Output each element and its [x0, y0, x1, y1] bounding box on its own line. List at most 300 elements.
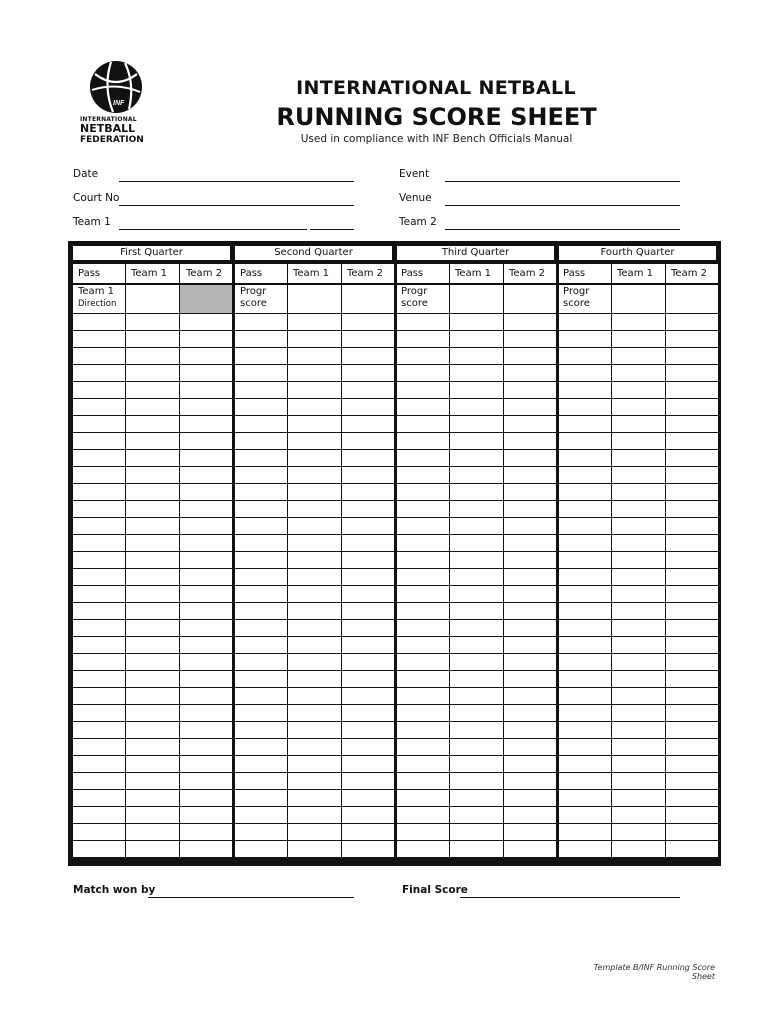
score-cell[interactable] — [559, 399, 611, 415]
score-cell[interactable] — [73, 586, 125, 602]
score-cell[interactable] — [235, 688, 287, 704]
score-cell[interactable] — [180, 671, 232, 687]
score-cell[interactable] — [612, 314, 665, 330]
score-cell[interactable] — [666, 807, 718, 823]
score-cell[interactable] — [126, 314, 179, 330]
score-cell[interactable] — [559, 807, 611, 823]
score-cell[interactable] — [73, 824, 125, 840]
score-cell[interactable] — [612, 450, 665, 466]
score-cell[interactable] — [342, 365, 394, 381]
score-cell[interactable] — [342, 416, 394, 432]
score-cell[interactable] — [342, 671, 394, 687]
score-cell[interactable] — [504, 586, 556, 602]
score-cell[interactable] — [73, 348, 125, 364]
score-cell[interactable] — [180, 807, 232, 823]
score-cell[interactable] — [397, 586, 449, 602]
score-cell[interactable] — [559, 501, 611, 517]
score-cell[interactable] — [180, 552, 232, 568]
score-cell[interactable] — [235, 620, 287, 636]
score-cell[interactable] — [288, 603, 341, 619]
score-cell[interactable] — [342, 739, 394, 755]
team2-field[interactable] — [399, 216, 680, 230]
score-cell[interactable] — [397, 705, 449, 721]
score-cell[interactable] — [559, 773, 611, 789]
score-cell[interactable] — [126, 790, 179, 806]
score-cell[interactable] — [73, 739, 125, 755]
score-cell[interactable] — [126, 739, 179, 755]
score-cell[interactable] — [612, 671, 665, 687]
score-cell[interactable] — [666, 552, 718, 568]
score-cell[interactable] — [288, 654, 341, 670]
score-cell[interactable] — [288, 518, 341, 534]
score-cell[interactable] — [450, 722, 503, 738]
score-cell[interactable] — [342, 285, 394, 313]
score-cell[interactable] — [559, 654, 611, 670]
score-cell[interactable] — [288, 382, 341, 398]
score-cell[interactable] — [666, 433, 718, 449]
score-cell[interactable] — [180, 790, 232, 806]
score-cell[interactable] — [450, 348, 503, 364]
score-cell[interactable] — [450, 467, 503, 483]
score-cell[interactable] — [559, 722, 611, 738]
score-cell[interactable] — [397, 671, 449, 687]
score-cell[interactable] — [180, 467, 232, 483]
score-cell[interactable] — [397, 518, 449, 534]
score-cell[interactable] — [288, 484, 341, 500]
score-cell[interactable] — [504, 824, 556, 840]
score-cell[interactable] — [559, 688, 611, 704]
score-cell[interactable] — [450, 416, 503, 432]
score-cell[interactable] — [288, 331, 341, 347]
score-cell[interactable] — [73, 484, 125, 500]
score-cell[interactable] — [342, 773, 394, 789]
score-cell[interactable] — [342, 756, 394, 772]
score-cell[interactable] — [450, 285, 503, 313]
score-cell[interactable] — [612, 739, 665, 755]
score-cell[interactable] — [126, 285, 179, 313]
score-cell[interactable] — [504, 773, 556, 789]
score-cell[interactable] — [397, 807, 449, 823]
final-score-line[interactable] — [460, 897, 680, 898]
team1-field[interactable] — [73, 216, 354, 230]
score-cell[interactable] — [126, 671, 179, 687]
score-cell[interactable] — [397, 688, 449, 704]
score-cell[interactable] — [397, 739, 449, 755]
score-cell[interactable] — [73, 450, 125, 466]
score-cell[interactable] — [504, 671, 556, 687]
score-cell[interactable] — [235, 705, 287, 721]
score-cell[interactable] — [397, 331, 449, 347]
score-cell[interactable] — [180, 518, 232, 534]
score-cell[interactable] — [450, 841, 503, 857]
score-cell[interactable] — [504, 399, 556, 415]
score-cell[interactable] — [504, 705, 556, 721]
score-cell[interactable] — [288, 348, 341, 364]
score-cell[interactable] — [450, 365, 503, 381]
score-cell[interactable] — [235, 433, 287, 449]
score-cell[interactable] — [126, 416, 179, 432]
score-cell[interactable] — [126, 331, 179, 347]
score-cell[interactable] — [235, 382, 287, 398]
score-cell[interactable] — [612, 518, 665, 534]
score-cell[interactable] — [342, 722, 394, 738]
score-cell[interactable] — [126, 586, 179, 602]
score-cell[interactable] — [342, 433, 394, 449]
score-cell[interactable] — [235, 671, 287, 687]
score-cell[interactable] — [450, 586, 503, 602]
score-cell[interactable] — [126, 620, 179, 636]
score-cell[interactable] — [73, 688, 125, 704]
score-cell[interactable] — [180, 331, 232, 347]
score-cell[interactable] — [235, 722, 287, 738]
score-cell[interactable] — [397, 790, 449, 806]
score-cell[interactable] — [397, 654, 449, 670]
score-cell[interactable] — [180, 314, 232, 330]
score-cell[interactable] — [559, 365, 611, 381]
score-cell[interactable] — [73, 552, 125, 568]
score-cell[interactable] — [180, 773, 232, 789]
score-cell[interactable] — [342, 518, 394, 534]
score-cell[interactable] — [666, 450, 718, 466]
score-cell[interactable] — [288, 773, 341, 789]
score-cell[interactable] — [73, 671, 125, 687]
score-cell[interactable] — [666, 331, 718, 347]
score-cell[interactable] — [397, 637, 449, 653]
score-cell[interactable] — [235, 484, 287, 500]
score-cell[interactable] — [559, 603, 611, 619]
score-cell[interactable] — [180, 433, 232, 449]
score-cell[interactable] — [612, 467, 665, 483]
score-cell[interactable] — [450, 807, 503, 823]
score-cell[interactable] — [180, 654, 232, 670]
score-cell[interactable] — [397, 841, 449, 857]
score-cell[interactable] — [504, 637, 556, 653]
venue-line[interactable] — [445, 205, 680, 206]
score-cell[interactable] — [612, 382, 665, 398]
score-cell[interactable] — [397, 450, 449, 466]
score-cell[interactable] — [342, 450, 394, 466]
score-cell[interactable] — [504, 518, 556, 534]
score-cell[interactable] — [180, 569, 232, 585]
match-won-by-line[interactable] — [148, 897, 354, 898]
score-cell[interactable] — [450, 501, 503, 517]
score-cell[interactable] — [397, 382, 449, 398]
team1-line[interactable] — [119, 229, 307, 230]
score-cell[interactable] — [559, 518, 611, 534]
score-cell[interactable] — [126, 518, 179, 534]
score-cell[interactable] — [612, 331, 665, 347]
score-cell[interactable] — [612, 722, 665, 738]
score-cell[interactable] — [235, 535, 287, 551]
score-cell[interactable] — [73, 382, 125, 398]
score-cell[interactable] — [504, 484, 556, 500]
score-cell[interactable] — [235, 807, 287, 823]
score-cell[interactable] — [288, 637, 341, 653]
score-cell[interactable] — [288, 535, 341, 551]
score-cell[interactable] — [666, 603, 718, 619]
score-cell[interactable] — [235, 365, 287, 381]
score-cell[interactable] — [73, 569, 125, 585]
score-cell[interactable] — [288, 739, 341, 755]
score-cell[interactable] — [450, 620, 503, 636]
score-cell[interactable] — [288, 314, 341, 330]
score-cell[interactable] — [397, 603, 449, 619]
score-cell[interactable] — [559, 705, 611, 721]
score-cell[interactable] — [180, 637, 232, 653]
score-cell[interactable] — [235, 348, 287, 364]
score-cell[interactable] — [397, 467, 449, 483]
score-cell[interactable] — [288, 433, 341, 449]
score-cell[interactable] — [235, 467, 287, 483]
score-cell[interactable] — [180, 603, 232, 619]
score-cell[interactable] — [73, 705, 125, 721]
score-cell[interactable] — [450, 433, 503, 449]
score-cell[interactable] — [450, 773, 503, 789]
score-cell[interactable] — [288, 722, 341, 738]
score-cell[interactable] — [235, 586, 287, 602]
score-cell[interactable] — [612, 790, 665, 806]
score-cell[interactable] — [612, 603, 665, 619]
score-cell[interactable] — [126, 365, 179, 381]
court-no-field[interactable] — [73, 192, 354, 206]
score-cell[interactable] — [666, 722, 718, 738]
score-cell[interactable] — [450, 399, 503, 415]
score-cell[interactable] — [559, 450, 611, 466]
score-cell[interactable] — [342, 705, 394, 721]
score-cell[interactable] — [397, 824, 449, 840]
score-cell[interactable] — [126, 569, 179, 585]
score-cell[interactable] — [504, 535, 556, 551]
score-cell[interactable] — [235, 552, 287, 568]
score-cell[interactable] — [126, 807, 179, 823]
score-cell[interactable] — [666, 348, 718, 364]
score-cell[interactable] — [397, 433, 449, 449]
score-cell[interactable] — [180, 501, 232, 517]
score-cell[interactable] — [666, 739, 718, 755]
score-cell[interactable] — [288, 824, 341, 840]
score-cell[interactable] — [559, 586, 611, 602]
score-cell[interactable] — [288, 807, 341, 823]
score-cell[interactable] — [450, 314, 503, 330]
score-cell[interactable] — [666, 790, 718, 806]
score-cell[interactable] — [288, 688, 341, 704]
score-cell[interactable] — [342, 314, 394, 330]
score-cell[interactable] — [288, 285, 341, 313]
score-cell[interactable] — [288, 501, 341, 517]
score-cell[interactable] — [235, 331, 287, 347]
score-cell[interactable] — [612, 841, 665, 857]
score-cell[interactable] — [73, 416, 125, 432]
score-cell[interactable] — [342, 569, 394, 585]
score-cell[interactable] — [450, 637, 503, 653]
score-cell[interactable] — [666, 535, 718, 551]
score-cell[interactable] — [504, 433, 556, 449]
score-cell[interactable] — [342, 586, 394, 602]
score-cell[interactable] — [73, 518, 125, 534]
score-cell[interactable] — [666, 586, 718, 602]
score-cell[interactable] — [235, 739, 287, 755]
score-cell[interactable] — [180, 399, 232, 415]
score-cell[interactable] — [559, 314, 611, 330]
score-cell[interactable] — [73, 620, 125, 636]
score-cell[interactable] — [126, 637, 179, 653]
score-cell[interactable] — [559, 535, 611, 551]
score-cell[interactable] — [235, 399, 287, 415]
score-cell[interactable] — [612, 552, 665, 568]
score-cell[interactable] — [235, 450, 287, 466]
venue-field[interactable] — [399, 192, 680, 206]
score-cell[interactable] — [666, 654, 718, 670]
score-cell[interactable] — [450, 705, 503, 721]
score-cell[interactable] — [235, 756, 287, 772]
score-cell[interactable] — [397, 501, 449, 517]
score-cell[interactable] — [180, 450, 232, 466]
score-cell[interactable] — [504, 348, 556, 364]
score-cell[interactable] — [180, 739, 232, 755]
score-cell[interactable] — [666, 382, 718, 398]
score-cell[interactable] — [612, 654, 665, 670]
date-field[interactable] — [73, 168, 354, 182]
score-cell[interactable] — [450, 688, 503, 704]
score-cell[interactable] — [180, 484, 232, 500]
score-cell[interactable] — [559, 484, 611, 500]
score-cell[interactable] — [73, 467, 125, 483]
score-cell[interactable] — [288, 416, 341, 432]
score-cell[interactable] — [126, 535, 179, 551]
score-cell[interactable] — [235, 841, 287, 857]
score-cell[interactable] — [666, 365, 718, 381]
score-cell[interactable] — [288, 365, 341, 381]
score-cell[interactable] — [126, 348, 179, 364]
score-cell[interactable] — [612, 348, 665, 364]
score-cell[interactable] — [559, 552, 611, 568]
score-cell[interactable] — [73, 365, 125, 381]
score-cell[interactable] — [559, 382, 611, 398]
score-cell[interactable] — [73, 433, 125, 449]
score-cell[interactable] — [126, 552, 179, 568]
score-cell[interactable] — [612, 501, 665, 517]
score-cell[interactable] — [180, 416, 232, 432]
event-field[interactable] — [399, 168, 680, 182]
score-cell[interactable] — [73, 773, 125, 789]
score-cell[interactable] — [126, 484, 179, 500]
score-cell[interactable] — [612, 285, 665, 313]
score-cell[interactable] — [504, 285, 556, 313]
score-cell[interactable] — [342, 552, 394, 568]
score-cell[interactable] — [342, 620, 394, 636]
score-cell[interactable] — [504, 739, 556, 755]
score-cell[interactable] — [73, 654, 125, 670]
score-cell[interactable] — [180, 535, 232, 551]
score-cell[interactable] — [180, 688, 232, 704]
score-cell[interactable] — [666, 484, 718, 500]
score-cell[interactable] — [288, 552, 341, 568]
score-cell[interactable] — [504, 569, 556, 585]
score-cell[interactable] — [559, 569, 611, 585]
score-cell[interactable] — [180, 586, 232, 602]
score-cell[interactable] — [126, 773, 179, 789]
score-cell[interactable] — [288, 586, 341, 602]
score-cell[interactable] — [450, 790, 503, 806]
score-cell[interactable] — [612, 569, 665, 585]
score-cell[interactable] — [504, 688, 556, 704]
score-cell[interactable] — [612, 756, 665, 772]
score-cell[interactable] — [397, 348, 449, 364]
score-cell[interactable] — [73, 603, 125, 619]
score-cell[interactable] — [504, 382, 556, 398]
score-cell[interactable] — [612, 773, 665, 789]
score-cell[interactable] — [450, 382, 503, 398]
score-cell[interactable] — [450, 671, 503, 687]
score-cell[interactable] — [559, 790, 611, 806]
score-cell[interactable] — [342, 382, 394, 398]
score-cell[interactable] — [666, 705, 718, 721]
score-cell[interactable] — [666, 688, 718, 704]
score-cell[interactable] — [180, 620, 232, 636]
score-cell[interactable] — [397, 756, 449, 772]
score-cell[interactable] — [504, 654, 556, 670]
score-cell[interactable] — [342, 331, 394, 347]
score-cell[interactable] — [612, 586, 665, 602]
score-cell[interactable] — [73, 399, 125, 415]
score-cell[interactable] — [235, 824, 287, 840]
score-cell[interactable] — [612, 365, 665, 381]
score-cell[interactable] — [666, 501, 718, 517]
score-cell[interactable] — [612, 620, 665, 636]
score-cell[interactable] — [612, 416, 665, 432]
score-cell[interactable] — [342, 399, 394, 415]
score-cell[interactable] — [612, 824, 665, 840]
score-cell[interactable] — [666, 467, 718, 483]
score-cell[interactable] — [288, 450, 341, 466]
score-cell[interactable] — [666, 416, 718, 432]
score-cell[interactable] — [450, 331, 503, 347]
score-cell[interactable] — [666, 399, 718, 415]
score-cell[interactable] — [666, 773, 718, 789]
score-cell[interactable] — [288, 841, 341, 857]
score-cell[interactable] — [504, 331, 556, 347]
score-cell[interactable] — [450, 535, 503, 551]
score-cell[interactable] — [126, 433, 179, 449]
score-cell[interactable] — [288, 671, 341, 687]
score-cell[interactable] — [73, 807, 125, 823]
score-cell[interactable] — [342, 688, 394, 704]
score-cell[interactable] — [397, 535, 449, 551]
match-won-by-field[interactable] — [73, 884, 354, 898]
score-cell[interactable] — [559, 331, 611, 347]
team2-line[interactable] — [445, 229, 680, 230]
score-cell[interactable] — [126, 382, 179, 398]
score-cell[interactable] — [73, 314, 125, 330]
score-cell[interactable] — [342, 467, 394, 483]
score-cell[interactable] — [342, 348, 394, 364]
score-cell[interactable] — [73, 756, 125, 772]
score-cell[interactable] — [559, 620, 611, 636]
score-cell[interactable] — [504, 314, 556, 330]
score-cell[interactable] — [397, 569, 449, 585]
score-cell[interactable] — [504, 467, 556, 483]
score-cell[interactable] — [180, 841, 232, 857]
score-cell[interactable] — [73, 535, 125, 551]
score-cell[interactable] — [235, 416, 287, 432]
score-cell[interactable] — [612, 637, 665, 653]
score-cell[interactable] — [235, 790, 287, 806]
score-cell[interactable] — [559, 671, 611, 687]
score-cell[interactable] — [397, 620, 449, 636]
score-cell[interactable] — [450, 603, 503, 619]
score-cell[interactable] — [73, 841, 125, 857]
score-cell[interactable] — [342, 824, 394, 840]
